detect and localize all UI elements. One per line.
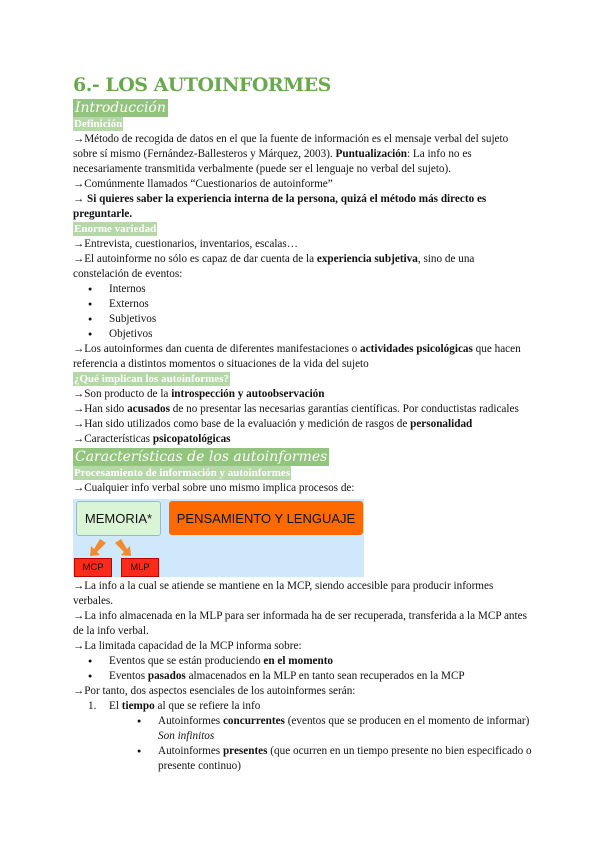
document-page [73, 72, 533, 774]
paragraph: →Entrevista, cuestionarios, inventarios, escalas… [73, 238, 298, 250]
text: →Son producto de la [73, 388, 172, 400]
paragraph [73, 417, 533, 432]
text: El [109, 700, 122, 712]
subheading-definicion: Definición [74, 118, 123, 130]
arrow-icons [73, 499, 173, 559]
text: →Los autoinformes dan cuenta de diferentes manifestaciones o [73, 343, 361, 355]
text: Eventos que se están produciendo [109, 655, 264, 667]
paragraph: →La info a la cual se atiende se mantiene en la MCP, siendo accesible para producir informes verbales. [73, 580, 494, 607]
bold-text: Puntualización [335, 148, 408, 160]
text: de no presentar las necesarias garantías científicas. Por conductistas radicales [169, 403, 519, 415]
text: →Han sido utilizados como base de la evaluación y medición de rasgos de [73, 418, 411, 430]
italic-note: Son infinitos [158, 730, 215, 742]
text: : La info no es necesariamente transmitida verbalmente (puede ser el lenguaje no verbal del sujeto). [73, 148, 472, 175]
list-number: 1. [88, 700, 97, 712]
mcp-box: MCP [74, 558, 112, 577]
bold-text: actividades psicológicas [360, 343, 473, 355]
list-item: ● Externos [86, 297, 533, 312]
paragraph [73, 402, 533, 417]
bullet-list [73, 282, 533, 342]
list-item [86, 699, 533, 714]
list-item: ● Internos [86, 282, 533, 297]
heading-caracteristicas: Características de los autoinformes [75, 449, 328, 465]
list-item: ● Objetivos [86, 327, 533, 342]
text: que hacen referencia a distintos momentos o situaciones de la vida del sujeto [73, 343, 521, 370]
list-item: ● Subjetivos [86, 312, 533, 327]
text: , sino de una constelación de eventos: [73, 253, 475, 280]
bold-text: concurrentes [222, 715, 285, 727]
pensamiento-box: PENSAMIENTO Y LENGUAJE [169, 501, 363, 535]
bold-text: experiencia subjetiva [316, 253, 418, 265]
heading-introduccion: Introducción [75, 100, 166, 116]
bold-text: → Si quieres saber la experiencia interna de la persona, quizá el método más directo es preguntarle. [73, 193, 487, 220]
text: →El autoinforme no sólo es capaz de dar cuenta de la [73, 253, 317, 265]
text: al que se refiere la info [154, 700, 261, 712]
bold-text: personalidad [410, 418, 473, 430]
paragraph [73, 432, 533, 447]
arrow-down-left-icon [90, 539, 106, 556]
mlp-box: MLP [121, 558, 159, 577]
arrow-down-right-icon [115, 539, 131, 556]
memoria-box: MEMORIA* [76, 501, 161, 536]
bold-text: presentes [222, 745, 268, 757]
text: Eventos [109, 670, 148, 682]
paragraph: →La limitada capacidad de la MCP informa sobre: [73, 640, 302, 652]
text: →Características [73, 433, 153, 445]
paragraph: →Cualquier info verbal sobre uno mismo implica procesos de: [73, 482, 355, 494]
subheading-procesamiento: Procesamiento de información y autoinformes [74, 467, 291, 479]
paragraph: →Comúnmente llamados “Cuestionarios de autoinforme” [73, 178, 333, 190]
bold-text: pasados [147, 670, 186, 682]
sub-bullet-list [73, 714, 533, 774]
list-item [135, 714, 533, 744]
text: (eventos que se producen en el momento de informar) [284, 715, 530, 727]
text: Autoinformes [158, 745, 223, 757]
list-item [135, 744, 533, 774]
memory-diagram [73, 499, 364, 577]
bold-text: introspección y autoobservación [171, 388, 325, 400]
paragraph [73, 192, 533, 222]
bold-text: psicopatológicas [152, 433, 231, 445]
text: Autoinformes [158, 715, 223, 727]
paragraph [73, 252, 533, 282]
text: →Método de recogida de datos en el que la fuente de información es el mensaje verbal del sujeto sobre sí mismo (Fernández-Ballesteros y Márquez, 2003). [73, 133, 509, 160]
subheading-implican: ¿Qué implican los autoinformes? [74, 373, 229, 385]
page-title: 6.- LOS AUTOINFORMES [73, 74, 331, 96]
bold-text: en el momento [263, 655, 334, 667]
paragraph [73, 132, 533, 177]
list-item [86, 654, 533, 669]
bold-text: tiempo [121, 700, 155, 712]
paragraph: →Por tanto, dos aspectos esenciales de los autoinformes serán: [73, 685, 356, 697]
paragraph: →La info almacenada en la MLP para ser informada ha de ser recuperada, transferida a la MCP antes de la info verbal. [73, 610, 527, 637]
list-item [86, 669, 533, 684]
text: (que ocurren en un tiempo presente no bien especificado o presente continuo) [158, 745, 532, 772]
text: almacenados en la MLP en tanto sean recuperados en la MCP [185, 670, 465, 682]
paragraph [73, 387, 533, 402]
bullet-list [73, 654, 533, 684]
subheading-variedad: Enorme variedad [74, 223, 157, 235]
paragraph [73, 342, 533, 372]
bold-text: acusados [127, 403, 170, 415]
text: →Han sido [73, 403, 128, 415]
numbered-list [73, 699, 533, 714]
